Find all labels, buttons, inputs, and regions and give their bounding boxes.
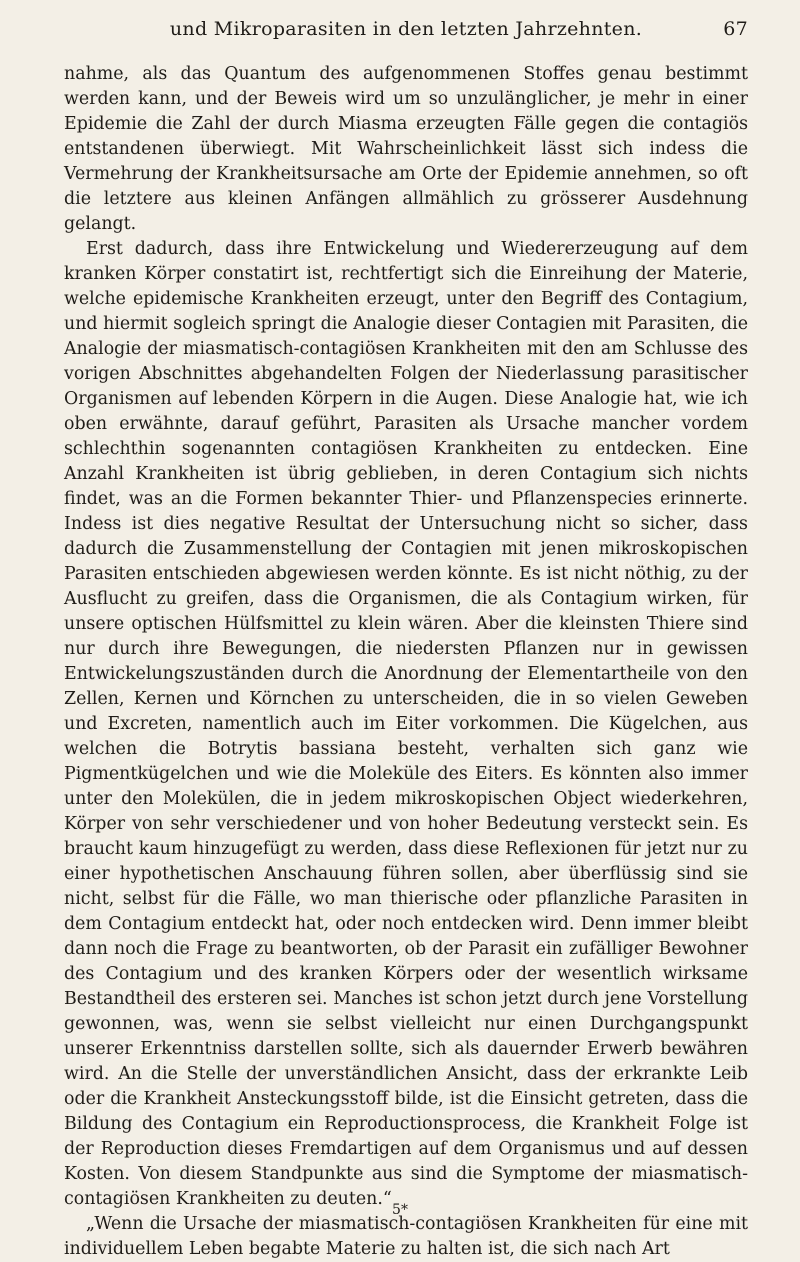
paragraph-3: „Wenn die Ursache der miasmatisch-contagiösen Krankheiten für eine mit individuellem Leben begabte Materie zu halten ist, die sich nach Art	[64, 1214, 748, 1259]
paragraph-2: Erst dadurch, dass ihre Entwickelung und Wiedererzeugung auf dem kranken Körper constatirt ist, rechtfertigt sich die Einreihung der Materie, welche epidemische Krankheiten erzeugt, unter den Begriff des Contagium, und hiermit sogleich springt die Analogie dieser Contagien mit Parasiten, die Analogie der miasmatisch-contagiösen Krankheiten mit den am Schlusse des vorigen Abschnittes abgehandelten Folgen der Niederlassung parasitischer Organismen auf lebenden Körpern in die Augen. Diese Analogie hat, wie ich oben erwähnte, darauf geführt, Parasiten als Ursache mancher vordem schlechthin sogenannten contagiösen Krankheiten zu entdecken. Eine Anzahl Krankheiten ist übrig geblieben, in deren Contagium sich nichts findet, was an die Formen bekannter Thier- und Pflanzenspecies erinnerte. Indess ist dies negative Resultat der Untersuchung nicht so sicher, dass dadurch die Zusammenstellung der Contagien mit jenen mikroskopischen Parasiten entschieden abgewiesen werden könnte. Es ist nicht nöthig, zu der Ausflucht zu greifen, dass die Organismen, die als Contagium wirken, für unsere optischen Hülfsmittel zu klein wären. Aber die kleinsten Thiere sind nur durch ihre Bewegungen, die niedersten Pflanzen nur in gewissen Entwickelungszuständen durch die Anordnung der Elementartheile von den Zellen, Kernen und Körnchen zu unterscheiden, die in so vielen Geweben und Excreten, namentlich auch im Eiter vorkommen. Die Kügelchen, aus welchen die Botrytis bassiana besteht, verhalten sich ganz wie Pigmentkügelchen und wie die Moleküle des Eiters. Es könnten also immer unter den Molekülen, die in jedem mikroskopischen Object wiederkehren, Körper von sehr verschiedener und von hoher Bedeutung versteckt sein. Es braucht kaum hinzugefügt zu werden, dass diese Reflexionen für jetzt nur zu einer hypothetischen Anschauung führen sollen, aber überflüssig sind sie nicht, selbst für die Fälle, wo man thierische oder pflanzliche Parasiten in dem Contagium entdeckt hat, oder noch entdecken wird. Denn immer bleibt dann noch die Frage zu beantworten, ob der Parasit ein zufälliger Bewohner des Contagium und des kranken Körpers oder der wesentlich wirksame Bestandtheil des ersteren sei. Manches ist schon jetzt durch jene Vorstellung gewonnen, was, wenn sie selbst vielleicht nur einen Durchgangspunkt unserer Erkenntniss darstellen sollte, sich als dauernder Erwerb bewähren wird. An die Stelle der unverständlichen Ansicht, dass der erkrankte Leib oder die Krankheit Ansteckungsstoff bilde, ist die Einsicht getreten, dass die Bildung des Contagium ein Reproductionsprocess, die Krankheit Folge ist der Reproduction dieses Fremdartigen auf dem Organismus und auf dessen Kosten. Von diesem Standpunkte aus sind die Symptome der miasmatisch-contagiösen Krankheiten zu deuten.“	[64, 239, 748, 1209]
signature-mark: 5*	[392, 1202, 408, 1218]
page-number: 67	[723, 18, 748, 40]
paragraph-1: nahme, als das Quantum des aufgenommenen Stoffes genau bestimmt werden kann, und der Beweis wird um so unzulänglicher, je mehr in einer Epidemie die Zahl der durch Miasma erzeugten Fälle gegen die contagiös entstandenen überwiegt. Mit Wahrscheinlichkeit lässt sich indess die Vermehrung der Krankheitsursache am Orte der Epidemie annehmen, so oft die letztere aus kleinen Anfängen allmählich zu grösserer Ausdehnung gelangt.	[64, 64, 748, 234]
running-head	[64, 18, 748, 48]
body-text	[64, 62, 748, 1262]
running-head-title: und Mikroparasiten in den letzten Jahrzehnten.	[169, 18, 643, 40]
